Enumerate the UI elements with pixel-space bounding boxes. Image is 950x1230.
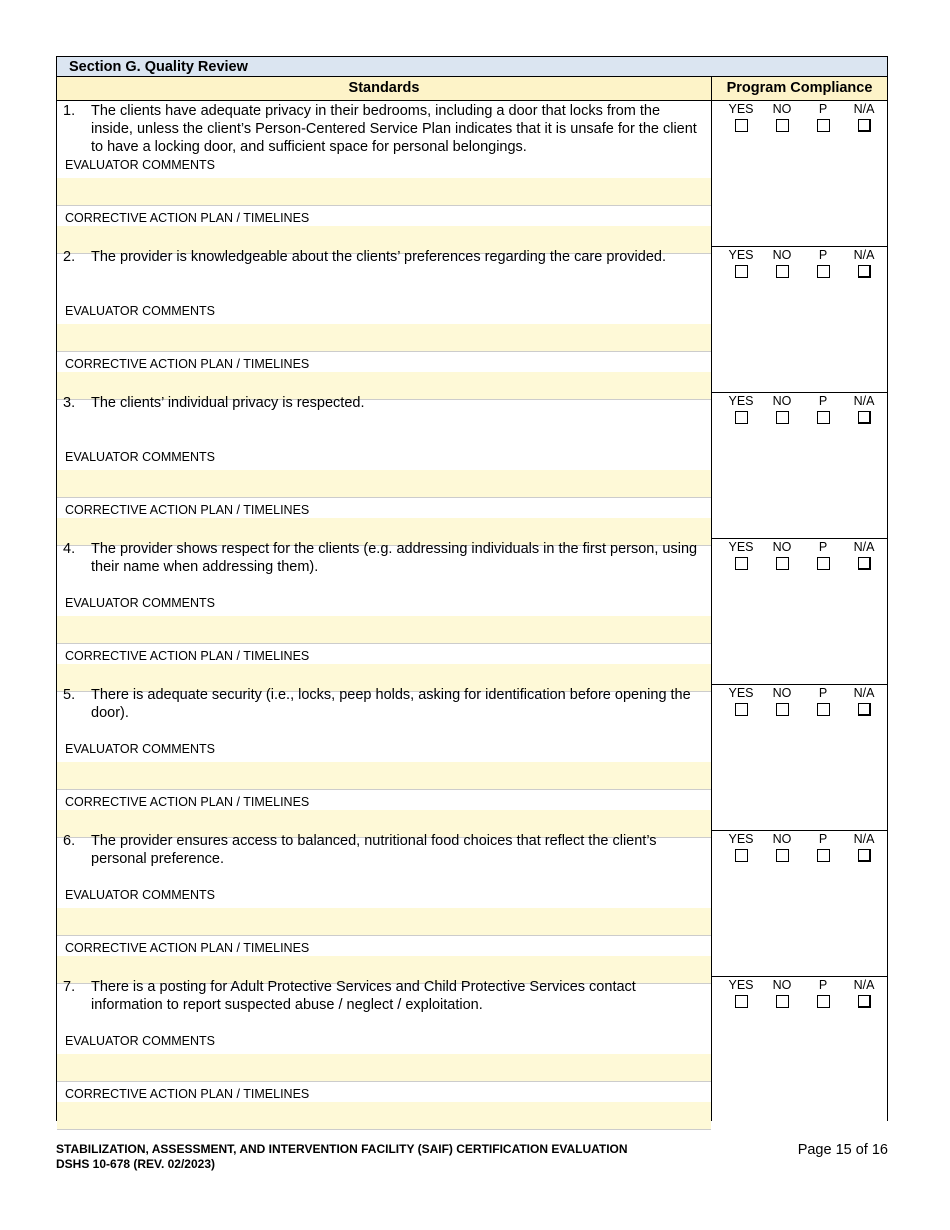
yes-checkbox[interactable]: [735, 265, 748, 278]
p-label: P: [818, 394, 828, 408]
p-checkbox[interactable]: [817, 265, 830, 278]
standards-column-header: Standards: [57, 77, 712, 100]
standard-cell: [57, 977, 712, 1121]
no-label: NO: [772, 102, 792, 116]
compliance-cell: [712, 831, 887, 976]
corrective-action-label: CORRECTIVE ACTION PLAN / TIMELINES: [65, 941, 310, 955]
compliance-options: [712, 685, 887, 721]
standard-statement: [57, 831, 711, 888]
p-label: P: [818, 978, 828, 992]
standard-statement: [57, 977, 711, 1034]
yes-label: YES: [728, 394, 754, 408]
na-label: N/A: [853, 102, 875, 116]
evaluator-comments-label: EVALUATOR COMMENTS: [65, 1034, 216, 1048]
no-label: NO: [772, 540, 792, 554]
compliance-options: [712, 101, 887, 137]
evaluator-comments-label: EVALUATOR COMMENTS: [65, 450, 216, 464]
na-checkbox[interactable]: [858, 703, 871, 716]
standard-cell: [57, 685, 712, 830]
p-label: P: [818, 102, 828, 116]
compliance-options: [712, 977, 887, 1013]
corrective-action-label: CORRECTIVE ACTION PLAN / TIMELINES: [65, 357, 310, 371]
p-label: P: [818, 686, 828, 700]
p-checkbox[interactable]: [817, 411, 830, 424]
compliance-options: [712, 247, 887, 283]
na-checkbox[interactable]: [858, 411, 871, 424]
section-title: Section G. Quality Review: [56, 56, 888, 77]
option-p: [808, 832, 838, 867]
option-p: [808, 686, 838, 721]
yes-label: YES: [728, 540, 754, 554]
standard-item: [56, 393, 888, 539]
no-checkbox[interactable]: [776, 411, 789, 424]
no-label: NO: [772, 978, 792, 992]
compliance-cell: [712, 977, 887, 1121]
standard-number: 6.: [63, 833, 76, 849]
compliance-cell: [712, 539, 887, 684]
option-yes: [726, 102, 756, 137]
standard-text: The provider shows respect for the clients (e.g. addressing individuals in the first person, using their name when addressing them).: [91, 541, 698, 575]
p-checkbox[interactable]: [817, 995, 830, 1008]
option-no: [767, 686, 797, 721]
option-no: [767, 394, 797, 429]
evaluator-comments-field[interactable]: [57, 908, 711, 936]
option-yes: [726, 540, 756, 575]
option-yes: [726, 248, 756, 283]
compliance-cell: [712, 101, 887, 246]
no-checkbox[interactable]: [776, 557, 789, 570]
compliance-cell: [712, 247, 887, 392]
option-na: [849, 978, 879, 1013]
evaluator-comments-label: EVALUATOR COMMENTS: [65, 158, 216, 172]
corrective-action-label: CORRECTIVE ACTION PLAN / TIMELINES: [65, 795, 310, 809]
no-checkbox[interactable]: [776, 119, 789, 132]
na-label: N/A: [853, 686, 875, 700]
compliance-options: [712, 539, 887, 575]
option-no: [767, 102, 797, 137]
option-no: [767, 832, 797, 867]
no-label: NO: [772, 248, 792, 262]
standard-number: 3.: [63, 395, 76, 411]
evaluator-comments-field[interactable]: [57, 178, 711, 206]
evaluator-comments-label: EVALUATOR COMMENTS: [65, 742, 216, 756]
quality-review-form: [56, 56, 888, 1121]
standard-cell: [57, 393, 712, 538]
standard-item: [56, 101, 888, 247]
option-p: [808, 248, 838, 283]
option-p: [808, 978, 838, 1013]
no-checkbox[interactable]: [776, 995, 789, 1008]
no-checkbox[interactable]: [776, 703, 789, 716]
option-p: [808, 102, 838, 137]
p-label: P: [818, 248, 828, 262]
yes-label: YES: [728, 248, 754, 262]
evaluator-comments-field[interactable]: [57, 470, 711, 498]
corrective-action-label: CORRECTIVE ACTION PLAN / TIMELINES: [65, 503, 310, 517]
na-label: N/A: [853, 978, 875, 992]
option-yes: [726, 686, 756, 721]
standard-number: 5.: [63, 687, 76, 703]
program-compliance-column-header: Program Compliance: [726, 80, 873, 96]
option-no: [767, 540, 797, 575]
yes-label: YES: [728, 686, 754, 700]
column-header-row: [56, 77, 888, 101]
option-no: [767, 978, 797, 1013]
standard-number: 2.: [63, 249, 76, 265]
standard-cell: [57, 247, 712, 392]
option-na: [849, 248, 879, 283]
no-label: NO: [772, 394, 792, 408]
yes-label: YES: [728, 832, 754, 846]
evaluator-comments-field[interactable]: [57, 762, 711, 790]
standard-statement: [57, 247, 711, 304]
standard-text: There is a posting for Adult Protective Services and Child Protective Services contact information to report suspected abuse / neglect / exploitation.: [91, 979, 636, 1013]
p-label: P: [818, 832, 828, 846]
evaluator-comments-label: EVALUATOR COMMENTS: [65, 304, 216, 318]
standard-statement: [57, 393, 711, 450]
evaluator-comments-field[interactable]: [57, 1054, 711, 1082]
footer-form-title: STABILIZATION, ASSESSMENT, AND INTERVENTION FACILITY (SAIF) CERTIFICATION EVALUATION: [56, 1142, 628, 1156]
no-checkbox[interactable]: [776, 265, 789, 278]
option-yes: [726, 832, 756, 867]
option-yes: [726, 394, 756, 429]
page-number: Page 15 of 16: [797, 1142, 888, 1158]
standard-item: [56, 831, 888, 977]
evaluator-comments-field[interactable]: [57, 616, 711, 644]
option-na: [849, 540, 879, 575]
na-label: N/A: [853, 394, 875, 408]
standard-number: 4.: [63, 541, 76, 557]
na-label: N/A: [853, 540, 875, 554]
standard-item: [56, 685, 888, 831]
na-label: N/A: [853, 832, 875, 846]
evaluator-comments-label: EVALUATOR COMMENTS: [65, 596, 216, 610]
corrective-action-label: CORRECTIVE ACTION PLAN / TIMELINES: [65, 649, 310, 663]
yes-checkbox[interactable]: [735, 703, 748, 716]
standard-item: [56, 247, 888, 393]
compliance-cell: [712, 393, 887, 538]
option-na: [849, 686, 879, 721]
standard-item: [56, 539, 888, 685]
no-label: NO: [772, 832, 792, 846]
standard-cell: [57, 539, 712, 684]
compliance-cell: [712, 685, 887, 830]
no-label: NO: [772, 686, 792, 700]
yes-checkbox[interactable]: [735, 849, 748, 862]
standard-statement: [57, 685, 711, 742]
na-checkbox[interactable]: [858, 119, 871, 132]
option-no: [767, 248, 797, 283]
standard-text: The provider ensures access to balanced, nutritional food choices that reflect the client’s personal preference.: [91, 833, 657, 867]
compliance-options: [712, 393, 887, 429]
no-checkbox[interactable]: [776, 849, 789, 862]
standard-number: 1.: [63, 103, 76, 119]
corrective-action-label: CORRECTIVE ACTION PLAN / TIMELINES: [65, 211, 310, 225]
na-checkbox[interactable]: [858, 557, 871, 570]
na-label: N/A: [853, 248, 875, 262]
corrective-action-field[interactable]: [57, 1102, 711, 1130]
na-checkbox[interactable]: [858, 265, 871, 278]
yes-checkbox[interactable]: [735, 995, 748, 1008]
standard-number: 7.: [63, 979, 76, 995]
standard-item: [56, 977, 888, 1121]
yes-checkbox[interactable]: [735, 119, 748, 132]
evaluator-comments-field[interactable]: [57, 324, 711, 352]
p-label: P: [818, 540, 828, 554]
standard-text: The provider is knowledgeable about the clients’ preferences regarding the care provided.: [91, 249, 666, 265]
yes-checkbox[interactable]: [735, 411, 748, 424]
standards-list: [56, 101, 888, 1121]
na-checkbox[interactable]: [858, 849, 871, 862]
standard-text: The clients have adequate privacy in their bedrooms, including a door that locks from the inside, unless the client’s Person-Centered Service Plan indicates that it is unsafe for the client to have a locking door, and sufficient space for personal belongings.: [91, 103, 697, 155]
yes-label: YES: [728, 978, 754, 992]
option-p: [808, 540, 838, 575]
standard-cell: [57, 101, 712, 246]
option-na: [849, 102, 879, 137]
evaluator-comments-label: EVALUATOR COMMENTS: [65, 888, 216, 902]
standard-text: The clients’ individual privacy is respected.: [91, 395, 365, 411]
standard-text: There is adequate security (i.e., locks, peep holds, asking for identification before opening the door).: [91, 687, 691, 721]
standard-cell: [57, 831, 712, 976]
option-p: [808, 394, 838, 429]
page-footer: [56, 1142, 888, 1172]
standard-statement: [57, 101, 711, 158]
yes-checkbox[interactable]: [735, 557, 748, 570]
option-na: [849, 832, 879, 867]
compliance-options: [712, 831, 887, 867]
option-na: [849, 394, 879, 429]
p-checkbox[interactable]: [817, 703, 830, 716]
p-checkbox[interactable]: [817, 849, 830, 862]
p-checkbox[interactable]: [817, 557, 830, 570]
option-yes: [726, 978, 756, 1013]
standard-statement: [57, 539, 711, 596]
p-checkbox[interactable]: [817, 119, 830, 132]
yes-label: YES: [728, 102, 754, 116]
footer-form-number: DSHS 10-678 (REV. 02/2023): [56, 1157, 215, 1171]
na-checkbox[interactable]: [858, 995, 871, 1008]
corrective-action-label: CORRECTIVE ACTION PLAN / TIMELINES: [65, 1087, 310, 1101]
